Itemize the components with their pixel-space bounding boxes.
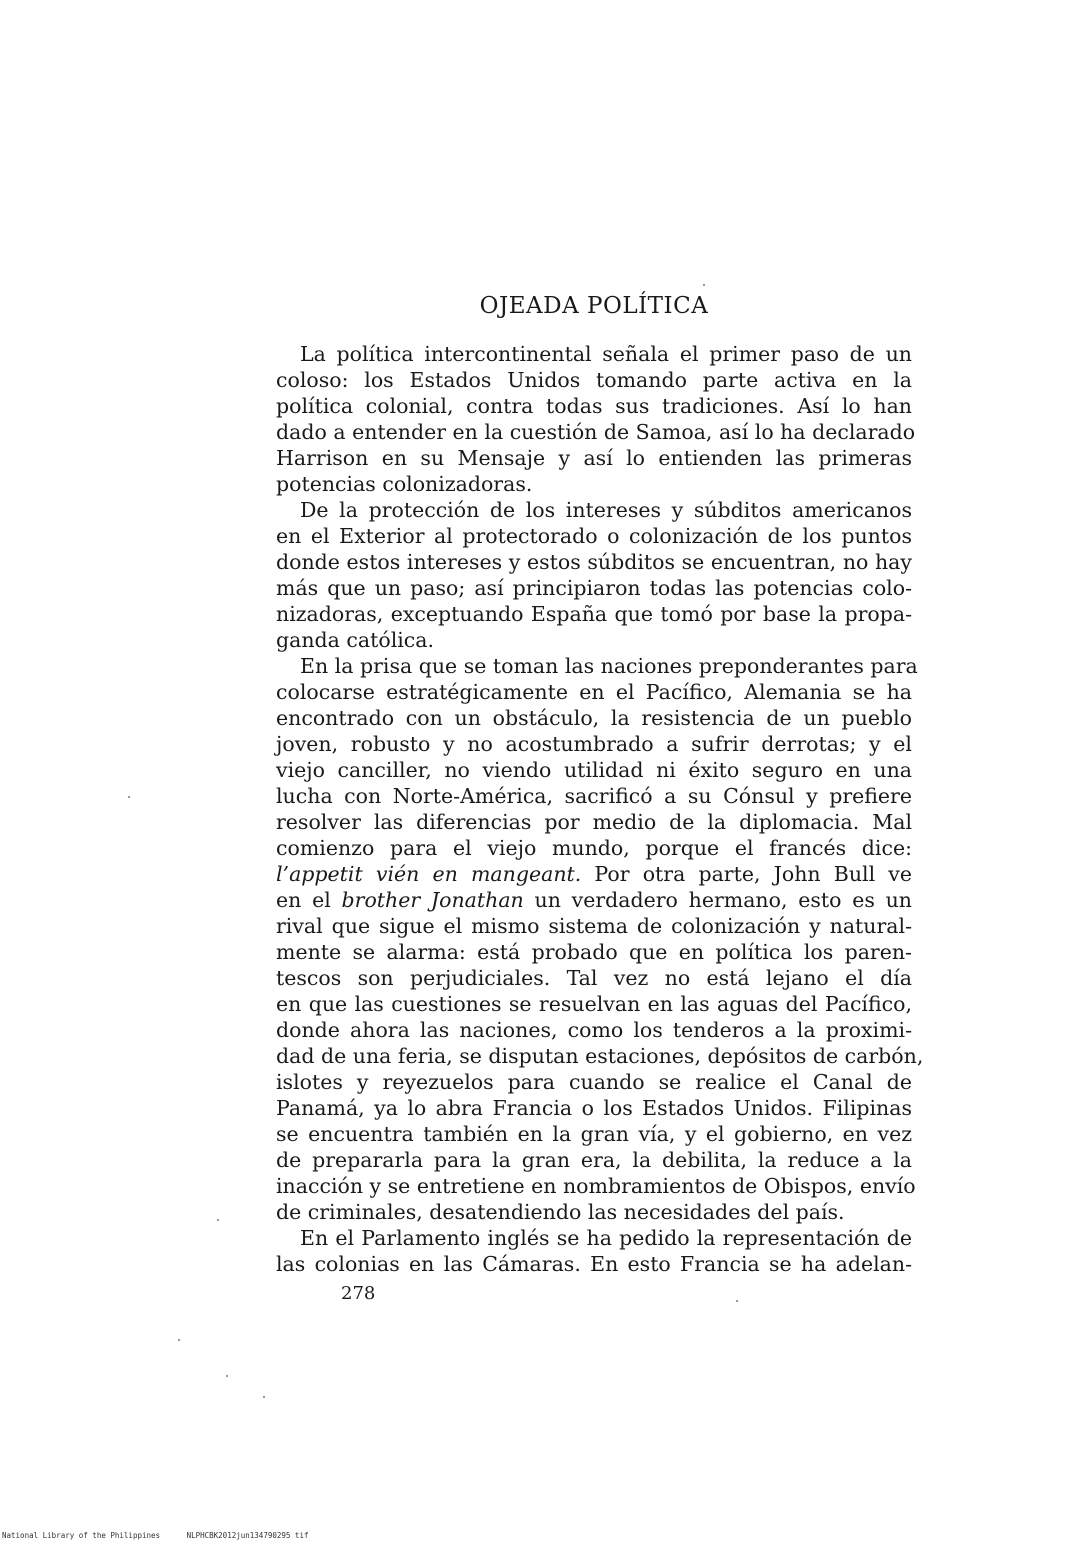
text-line: las colonias en las Cámaras. En esto Francia se ha adelan-	[276, 1252, 912, 1276]
text-run: Por otra parte, John Bull ve	[581, 862, 912, 886]
page-title: OJEADA POLÍTICA	[479, 293, 709, 319]
text-line: comienzo para el viejo mundo, porque el francés dice:	[276, 836, 912, 860]
paragraph-3	[276, 653, 924, 1225]
text-line: dad de una feria, se disputan estaciones, depósitos de carbón,	[276, 1044, 924, 1068]
text-line: se encuentra también en la gran vía, y el gobierno, en vez	[276, 1122, 912, 1146]
text-line: De la protección de los intereses y súbditos americanos	[300, 498, 912, 522]
text-line: En el Parlamento inglés se ha pedido la representación de	[300, 1226, 912, 1250]
text-line: nizadoras, exceptuando España que tomó por base la propa-	[276, 602, 912, 626]
text-line: mente se alarma: está probado que en política los paren-	[276, 940, 912, 964]
text-line: lucha con Norte-América, sacrificó a su Cónsul y prefiere	[276, 784, 912, 808]
text-line: Harrison en su Mensaje y así lo entienden las primeras	[276, 446, 912, 470]
text-line: joven, robusto y no acostumbrado a sufrir derrotas; y el	[276, 732, 912, 756]
text-line: encontrado con un obstáculo, la resistencia de un pueblo	[276, 706, 912, 730]
text-run: en el	[276, 888, 342, 912]
scan-speck	[226, 1375, 228, 1377]
italic-phrase: brother Jonathan	[341, 888, 524, 912]
text-line	[276, 861, 912, 887]
scan-speck	[736, 1300, 738, 1302]
text-line: viejo canciller, no viendo utilidad ni éxito seguro en una	[276, 758, 912, 782]
scan-speck	[263, 1396, 265, 1398]
text-line: La política intercontinental señala el primer paso de un	[300, 342, 912, 366]
text-line: inacción y se entretiene en nombramientos de Obispos, envío	[276, 1174, 916, 1198]
paragraph-4	[276, 1225, 912, 1277]
text-line: donde estos intereses y estos súbditos se encuentran, no hay	[276, 550, 912, 574]
text-line: ganda católica.	[276, 628, 435, 652]
scan-speck	[703, 284, 705, 286]
text-line: dado a entender en la cuestión de Samoa, así lo ha declarado	[276, 420, 916, 444]
page-number: 278	[341, 1283, 376, 1304]
text-line: donde ahora las naciones, como los tenderos a la proximi-	[276, 1018, 912, 1042]
text-line: Panamá, ya lo abra Francia o los Estados Unidos. Filipinas	[276, 1096, 912, 1120]
text-line: en el Exterior al protectorado o colonización de los puntos	[276, 524, 912, 548]
paragraph-1	[276, 341, 916, 497]
italic-phrase: l’appetit vién en mangeant.	[276, 862, 582, 886]
text-line: coloso: los Estados Unidos tomando parte activa en la	[276, 368, 912, 392]
paragraph-2	[276, 497, 912, 653]
text-line: en que las cuestiones se resuelvan en las aguas del Pacífico,	[276, 992, 912, 1016]
file-identifier: NLPHCBK2012jun134790295 tif	[186, 1531, 309, 1540]
text-line: de criminales, desatendiendo las necesidades del país.	[276, 1200, 845, 1224]
text-line: colocarse estratégicamente en el Pacífico, Alemania se ha	[276, 680, 912, 704]
text-line	[276, 887, 912, 913]
scan-speck	[178, 1339, 180, 1341]
text-line: política colonial, contra todas sus tradiciones. Así lo han	[276, 394, 912, 418]
text-line: tescos son perjudiciales. Tal vez no está lejano el día	[276, 966, 912, 990]
text-run: un verdadero hermano, esto es un	[523, 888, 912, 912]
scan-speck	[217, 1219, 219, 1221]
text-line: islotes y reyezuelos para cuando se realice el Canal de	[276, 1070, 912, 1094]
scan-footer	[2, 1531, 330, 1540]
library-credit: National Library of the Philippines	[2, 1531, 161, 1540]
text-line: En la prisa que se toman las naciones preponderantes para	[300, 654, 918, 678]
scan-speck	[128, 796, 130, 798]
body-text	[276, 341, 924, 1277]
text-line: rival que sigue el mismo sistema de colonización y natural-	[276, 914, 912, 938]
text-line: de prepararla para la gran era, la debilita, la reduce a la	[276, 1148, 912, 1172]
text-line: más que un paso; así principiaron todas las potencias colo-	[276, 576, 912, 600]
text-line: resolver las diferencias por medio de la diplomacia. Mal	[276, 810, 912, 834]
text-line: potencias colonizadoras.	[276, 472, 533, 496]
